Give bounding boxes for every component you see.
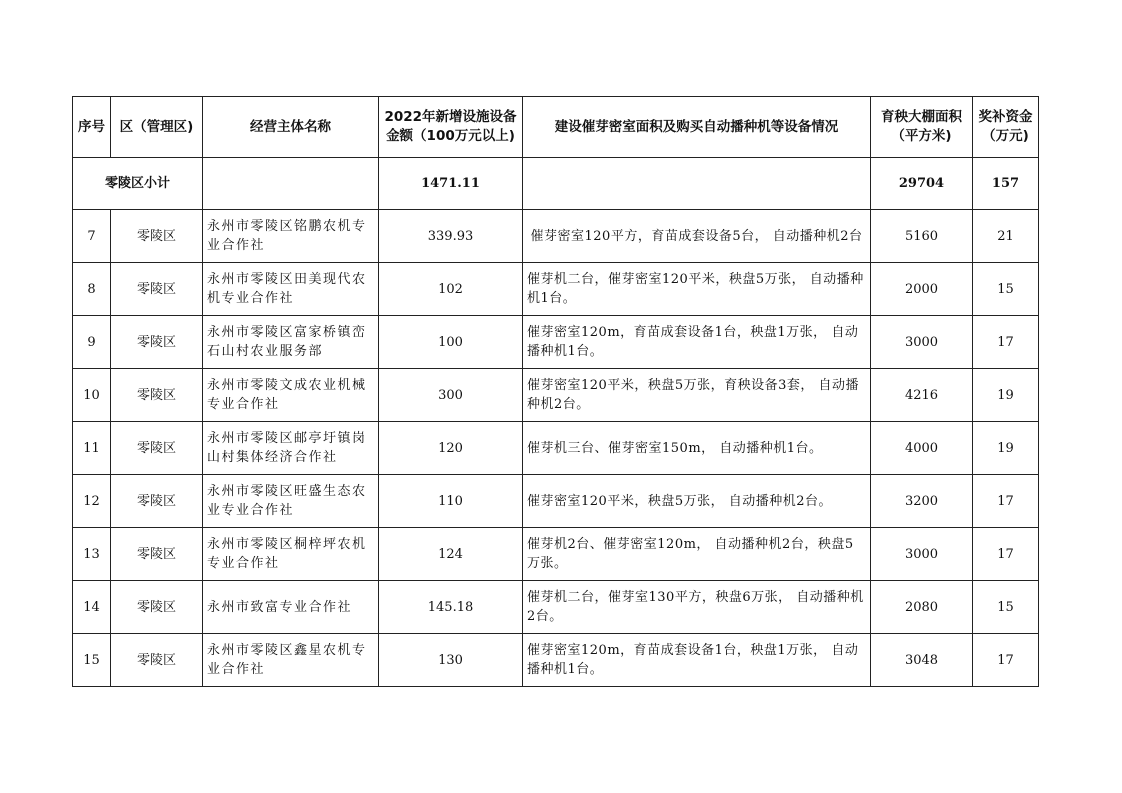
table-row	[73, 581, 1039, 634]
cell-amount: 102	[379, 263, 523, 316]
header-subsidy: 奖补资金（万元)	[973, 97, 1039, 158]
cell-district: 零陵区	[111, 581, 203, 634]
cell-entity: 永州市零陵区旺盛生态农业专业合作社	[203, 475, 379, 528]
header-entity: 经营主体名称	[203, 97, 379, 158]
cell-equipment: 催芽密室120m，育苗成套设备1台，秧盘1万张， 自动播种机1台。	[523, 634, 871, 687]
cell-subsidy: 21	[973, 210, 1039, 263]
cell-entity: 永州市零陵区邮亭圩镇岗山村集体经济合作社	[203, 422, 379, 475]
cell-district: 零陵区	[111, 475, 203, 528]
cell-entity: 永州市零陵区桐梓坪农机专业合作社	[203, 528, 379, 581]
cell-district: 零陵区	[111, 634, 203, 687]
subtotal-subsidy: 157	[973, 158, 1039, 210]
cell-seq: 12	[73, 475, 111, 528]
cell-district: 零陵区	[111, 263, 203, 316]
table-row	[73, 422, 1039, 475]
cell-seq: 11	[73, 422, 111, 475]
cell-subsidy: 19	[973, 369, 1039, 422]
cell-seq: 9	[73, 316, 111, 369]
header-row	[73, 97, 1039, 158]
cell-area: 3048	[871, 634, 973, 687]
cell-district: 零陵区	[111, 369, 203, 422]
cell-area: 2080	[871, 581, 973, 634]
cell-seq: 15	[73, 634, 111, 687]
cell-equipment: 催芽密室120m，育苗成套设备1台，秧盘1万张， 自动播种机1台。	[523, 316, 871, 369]
cell-amount: 145.18	[379, 581, 523, 634]
cell-seq: 14	[73, 581, 111, 634]
subtotal-row	[73, 158, 1039, 210]
table-row	[73, 369, 1039, 422]
cell-subsidy: 17	[973, 475, 1039, 528]
cell-area: 3200	[871, 475, 973, 528]
cell-equipment: 催芽密室120平米，秧盘5万张，育秧设备3套， 自动播种机2台。	[523, 369, 871, 422]
cell-entity: 永州市零陵区富家桥镇峦石山村农业服务部	[203, 316, 379, 369]
cell-subsidy: 15	[973, 263, 1039, 316]
cell-amount: 124	[379, 528, 523, 581]
cell-area: 4216	[871, 369, 973, 422]
cell-seq: 10	[73, 369, 111, 422]
cell-equipment: 催芽机三台、催芽密室150m， 自动播种机1台。	[523, 422, 871, 475]
header-seq: 序号	[73, 97, 111, 158]
cell-district: 零陵区	[111, 316, 203, 369]
cell-equipment: 催芽密室120平米，秧盘5万张， 自动播种机2台。	[523, 475, 871, 528]
cell-amount: 300	[379, 369, 523, 422]
cell-area: 3000	[871, 528, 973, 581]
header-equipment: 建设催芽密室面积及购买自动播种机等设备情况	[523, 97, 871, 158]
subtotal-equipment	[523, 158, 871, 210]
cell-seq: 8	[73, 263, 111, 316]
cell-equipment: 催芽机二台，催芽密室120平米，秧盘5万张， 自动播种机1台。	[523, 263, 871, 316]
cell-subsidy: 19	[973, 422, 1039, 475]
cell-amount: 110	[379, 475, 523, 528]
subtotal-area: 29704	[871, 158, 973, 210]
table-row	[73, 634, 1039, 687]
cell-equipment: 催芽机二台，催芽室130平方，秧盘6万张， 自动播种机2台。	[523, 581, 871, 634]
cell-equipment: 催芽密室120平方，育苗成套设备5台， 自动播种机2台	[523, 210, 871, 263]
cell-subsidy: 15	[973, 581, 1039, 634]
cell-seq: 7	[73, 210, 111, 263]
cell-subsidy: 17	[973, 634, 1039, 687]
table-row	[73, 263, 1039, 316]
cell-entity: 永州市致富专业合作社	[203, 581, 379, 634]
table-row	[73, 210, 1039, 263]
cell-entity: 永州市零陵区田美现代农机专业合作社	[203, 263, 379, 316]
header-district: 区（管理区)	[111, 97, 203, 158]
cell-entity: 永州市零陵文成农业机械专业合作社	[203, 369, 379, 422]
header-amount: 2022年新增设施设备金额（100万元以上)	[379, 97, 523, 158]
cell-amount: 120	[379, 422, 523, 475]
cell-area: 2000	[871, 263, 973, 316]
cell-area: 3000	[871, 316, 973, 369]
table-row	[73, 475, 1039, 528]
cell-subsidy: 17	[973, 528, 1039, 581]
cell-equipment: 催芽机2台、催芽密室120m， 自动播种机2台，秧盘5万张。	[523, 528, 871, 581]
cell-area: 4000	[871, 422, 973, 475]
table-row	[73, 316, 1039, 369]
cell-subsidy: 17	[973, 316, 1039, 369]
cell-seq: 13	[73, 528, 111, 581]
cell-amount: 130	[379, 634, 523, 687]
cell-area: 5160	[871, 210, 973, 263]
subtotal-amount: 1471.11	[379, 158, 523, 210]
subtotal-label: 零陵区小计	[73, 158, 203, 210]
cell-district: 零陵区	[111, 528, 203, 581]
cell-district: 零陵区	[111, 210, 203, 263]
cell-entity: 永州市零陵区鑫星农机专业合作社	[203, 634, 379, 687]
cell-district: 零陵区	[111, 422, 203, 475]
cell-amount: 100	[379, 316, 523, 369]
subsidy-table	[72, 96, 1039, 687]
cell-entity: 永州市零陵区铭鹏农机专业合作社	[203, 210, 379, 263]
header-area: 育秧大棚面积（平方米)	[871, 97, 973, 158]
table-row	[73, 528, 1039, 581]
cell-amount: 339.93	[379, 210, 523, 263]
subtotal-entity	[203, 158, 379, 210]
